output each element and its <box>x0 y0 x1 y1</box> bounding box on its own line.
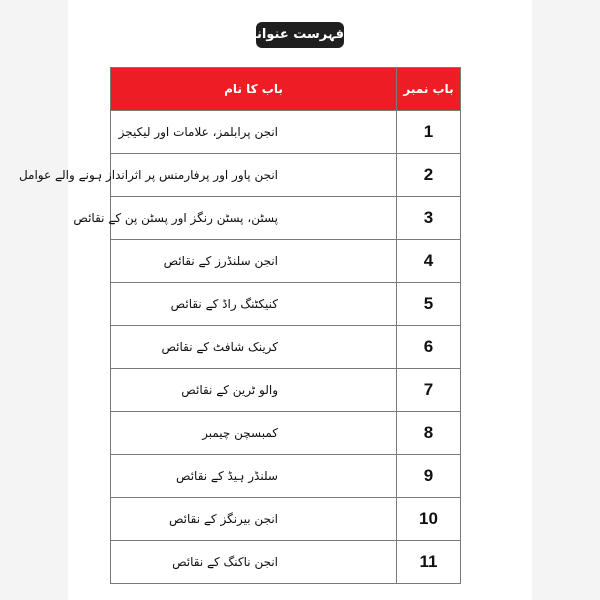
table-row <box>111 154 461 197</box>
chapter-name: سلنڈر ہیڈ کے نقائص <box>111 455 397 498</box>
chapter-number: 4 <box>397 240 461 283</box>
chapter-number: 3 <box>397 197 461 240</box>
chapter-number: 8 <box>397 412 461 455</box>
chapter-number: 5 <box>397 283 461 326</box>
table-header-row <box>111 68 461 111</box>
chapter-number: 7 <box>397 369 461 412</box>
chapter-number: 2 <box>397 154 461 197</box>
table-row <box>111 412 461 455</box>
table-row <box>111 197 461 240</box>
chapter-name: انجن بیرنگز کے نقائص <box>111 498 397 541</box>
chapter-name: انجن پاور اور پرفارمنس پر اثرانداز ہونے والے عوامل <box>111 154 397 197</box>
header-chapter-number: باب نمبر <box>397 68 461 111</box>
chapter-name: والو ٹرین کے نقائص <box>111 369 397 412</box>
table-row <box>111 240 461 283</box>
header-chapter-name: باب کا نام <box>111 68 397 111</box>
table-row <box>111 111 461 154</box>
chapter-name: انجن سلنڈرز کے نقائص <box>111 240 397 283</box>
contents-table <box>18 67 461 584</box>
table-row <box>111 326 461 369</box>
chapter-name: کمبسچن چیمبر <box>111 412 397 455</box>
table-row <box>111 455 461 498</box>
chapter-number: 1 <box>397 111 461 154</box>
chapter-number: 6 <box>397 326 461 369</box>
table-row <box>111 369 461 412</box>
chapter-number: 10 <box>397 498 461 541</box>
chapter-name: پسٹن، پسٹن رنگز اور پسٹن پن کے نقائص <box>111 197 397 240</box>
page-title: فہرست عنوانات <box>256 22 344 48</box>
table-row <box>111 283 461 326</box>
table-row <box>111 498 461 541</box>
chapter-number: 9 <box>397 455 461 498</box>
chapter-name: کرینک شافٹ کے نقائص <box>111 326 397 369</box>
chapter-name: انجن ناکنگ کے نقائص <box>111 541 397 584</box>
chapter-name: کنیکٹنگ راڈ کے نقائص <box>111 283 397 326</box>
chapter-number: 11 <box>397 541 461 584</box>
chapter-name: انجن پرابلمز، علامات اور لیکیجز <box>111 111 397 154</box>
table-row <box>111 541 461 584</box>
